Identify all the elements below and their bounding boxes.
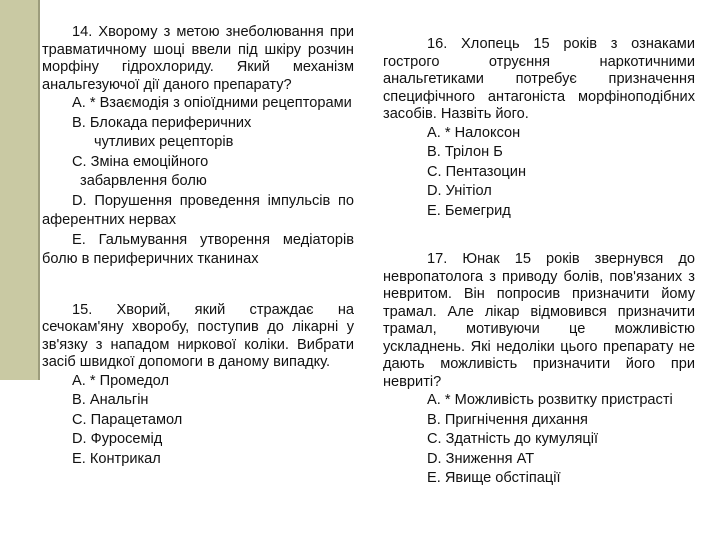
left-decorative-line	[38, 0, 40, 380]
q14-answer-b-line2: чутливих рецепторів	[94, 134, 234, 150]
q14-answer-b-line1: B. Блокада периферичних	[72, 114, 252, 131]
q14-answer-c-line2: забарвлення болю	[80, 173, 207, 189]
right-column	[383, 36, 695, 489]
q14-answer-d: D. Порушення проведення імпульсів по аферентних нервах	[42, 192, 354, 228]
q16-answer-e: E. Бемегрид	[427, 202, 511, 219]
left-column	[42, 24, 354, 469]
q17-answer-d: D. Зниження АТ	[427, 450, 535, 467]
q15-answer-d: D. Фуросемід	[72, 431, 163, 447]
question-15: 15. Хворий, який страждає на сечокам'яну хворобу, поступив до лікарні у зв'язку з нападом ниркової коліки. Вибрати засіб швидкої допомоги в даному випадку.	[42, 301, 354, 370]
q17-answer-e: E. Явище обстіпації	[427, 470, 561, 486]
q17-answer-a: A. * Можливість розвитку пристрасті	[427, 392, 673, 408]
q15-answer-a: A. * Промедол	[72, 372, 169, 389]
q14-answer-c-line1: C. Зміна емоційного	[72, 153, 209, 170]
q14-answer-e: E. Гальмування утворення медіаторів болю в периферичних тканинах	[42, 231, 354, 267]
question-16: 16. Хлопець 15 років з ознаками гострого отруєння наркотичними анальгетиками потребує призначення специфічного антагоніста морфіноподібних засобів. Назвіть його.	[383, 36, 695, 122]
q16-answer-b: B. Трілон Б	[427, 144, 503, 160]
q15-answer-c: C. Парацетамол	[72, 411, 183, 428]
q15-answer-e: E. Контрикал	[72, 450, 161, 467]
q16-answer-a: A. * Налоксон	[427, 124, 521, 141]
q17-answer-c: C. Здатність до кумуляції	[427, 431, 599, 447]
q16-answer-c: C. Пентазоцин	[427, 163, 526, 180]
left-decorative-bar	[0, 0, 38, 380]
q14-answer-a: A. * Взаємодія з опіоїдними рецепторами	[72, 95, 352, 111]
question-14: 14. Хворому з метою знеболювання при травматичному шоці ввели під шкіру розчин морфіну гідрохлориду. Який механізм анальгезуючої дії даного препарату?	[42, 24, 354, 93]
q15-answer-b: B. Анальгін	[72, 392, 149, 408]
q17-answer-b: B. Пригнічення дихання	[427, 411, 588, 428]
question-17: 17. Юнак 15 років звернувся до невропатолога з приводу болів, пов'язаних з невритом. Він попросив призначити йому трамал. Але лікар відмовився призначити трамал, мотивуючи це можливістю ускладнень. Які недоліки цього препарату не дають можливість призначити його при невриті?	[383, 251, 695, 390]
q16-answer-d: D. Унітіол	[427, 183, 492, 199]
